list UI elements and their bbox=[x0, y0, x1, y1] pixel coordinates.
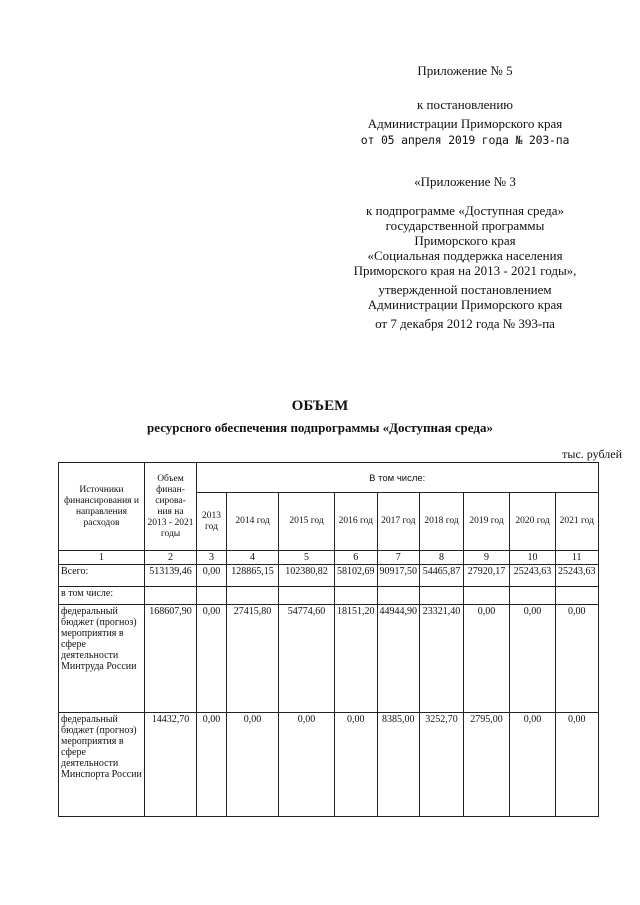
table-cell: 102380,82 bbox=[279, 565, 335, 587]
column-number: 9 bbox=[464, 551, 510, 565]
table-cell: 0,00 bbox=[510, 605, 556, 713]
row-label: федеральный бюджет (прогноз) мероприятия в сфере деятельности Минтруда России bbox=[59, 605, 145, 713]
table-cell: 0,00 bbox=[335, 713, 378, 817]
table-row-fed-labor bbox=[59, 605, 599, 713]
column-number: 2 bbox=[145, 551, 197, 565]
table-cell: 14432,70 bbox=[145, 713, 197, 817]
table-cell: 0,00 bbox=[556, 713, 599, 817]
column-number: 10 bbox=[510, 551, 556, 565]
table-cell: 0,00 bbox=[197, 713, 227, 817]
document-subtitle: ресурсного обеспечения подпрограммы «Доступная среда» bbox=[147, 420, 493, 435]
table-cell: 513139,46 bbox=[145, 565, 197, 587]
column-number: 8 bbox=[420, 551, 464, 565]
table-cell: 2795,00 bbox=[464, 713, 510, 817]
table-cell: 8385,00 bbox=[377, 713, 420, 817]
subprogram-line-6: утвержденной постановлением bbox=[378, 282, 552, 297]
appendix-number: Приложение № 5 bbox=[417, 63, 513, 78]
resource-table bbox=[58, 462, 599, 817]
table-cell: 58102,69 bbox=[335, 565, 378, 587]
table-cell: 27920,17 bbox=[464, 565, 510, 587]
decree-date-stamp: от 05 апреля 2019 года № 203-па bbox=[360, 133, 570, 147]
subprogram-line-5: Приморского края на 2013 - 2021 годы», bbox=[353, 263, 577, 278]
header-year-2013: 2013 год bbox=[197, 493, 227, 551]
table-row-including bbox=[59, 587, 599, 605]
table-cell: 23321,40 bbox=[420, 605, 464, 713]
table-cell: 27415,80 bbox=[227, 605, 279, 713]
column-number: 1 bbox=[59, 551, 145, 565]
subprogram-line-7: Администрации Приморского края bbox=[367, 297, 563, 312]
table-cell: 44944,90 bbox=[377, 605, 420, 713]
table-cell: 0,00 bbox=[510, 713, 556, 817]
header-year-2016: 2016 год bbox=[335, 493, 378, 551]
table-cell: 168607,90 bbox=[145, 605, 197, 713]
administration: Администрации Приморского края bbox=[367, 116, 563, 131]
table-cell: 0,00 bbox=[197, 605, 227, 713]
header-year-2015: 2015 год bbox=[279, 493, 335, 551]
table-cell: 0,00 bbox=[556, 605, 599, 713]
subprogram-line-1: к подпрограмме «Доступная среда» bbox=[366, 203, 564, 218]
row-label: федеральный бюджет (прогноз) мероприятия в сфере деятельности Минспорта России bbox=[59, 713, 145, 817]
table-cell: 25243,63 bbox=[510, 565, 556, 587]
column-number: 4 bbox=[227, 551, 279, 565]
table-cell: 25243,63 bbox=[556, 565, 599, 587]
table-cell: 0,00 bbox=[197, 565, 227, 587]
units-label: тыс. рублей bbox=[562, 447, 622, 461]
column-number: 5 bbox=[279, 551, 335, 565]
document-title: ОБЪЕМ bbox=[291, 398, 349, 414]
table-row-fed-sport bbox=[59, 713, 599, 817]
header-year-2014: 2014 год bbox=[227, 493, 279, 551]
header-year-2018: 2018 год bbox=[420, 493, 464, 551]
subprogram-line-3: Приморского края bbox=[414, 233, 516, 248]
subprogram-line-2: государственной программы bbox=[385, 218, 545, 233]
header-year-2020: 2020 год bbox=[510, 493, 556, 551]
header-year-2021: 2021 год bbox=[556, 493, 599, 551]
column-number: 11 bbox=[556, 551, 599, 565]
table-cell: 3252,70 bbox=[420, 713, 464, 817]
row-label: в том числе: bbox=[59, 587, 145, 605]
table-cell: 54774,60 bbox=[279, 605, 335, 713]
header-including: В том числе: bbox=[197, 463, 599, 493]
subprogram-line-4: «Социальная поддержка населения bbox=[367, 248, 563, 263]
table-cell: 54465,87 bbox=[420, 565, 464, 587]
table-cell: 0,00 bbox=[464, 605, 510, 713]
appendix3-number: «Приложение № 3 bbox=[414, 174, 516, 189]
column-number: 7 bbox=[377, 551, 420, 565]
table-cell: 128865,15 bbox=[227, 565, 279, 587]
header-year-2019: 2019 год bbox=[464, 493, 510, 551]
table-cell: 90917,50 bbox=[377, 565, 420, 587]
table-cell: 18151,20 bbox=[335, 605, 378, 713]
row-label: Всего: bbox=[59, 565, 145, 587]
column-number: 6 bbox=[335, 551, 378, 565]
table-cell: 0,00 bbox=[279, 713, 335, 817]
header-year-2017: 2017 год bbox=[377, 493, 420, 551]
subprogram-line-8: от 7 декабря 2012 года № 393-па bbox=[375, 316, 555, 331]
column-number: 3 bbox=[197, 551, 227, 565]
table-row-total bbox=[59, 565, 599, 587]
header-source: Источники финансирования и направления расходов bbox=[59, 463, 145, 551]
table-cell: 0,00 bbox=[227, 713, 279, 817]
to-decree: к постановлению bbox=[416, 97, 514, 112]
header-volume: Объем финан- сирова- ния на 2013 - 2021 годы bbox=[145, 463, 197, 551]
